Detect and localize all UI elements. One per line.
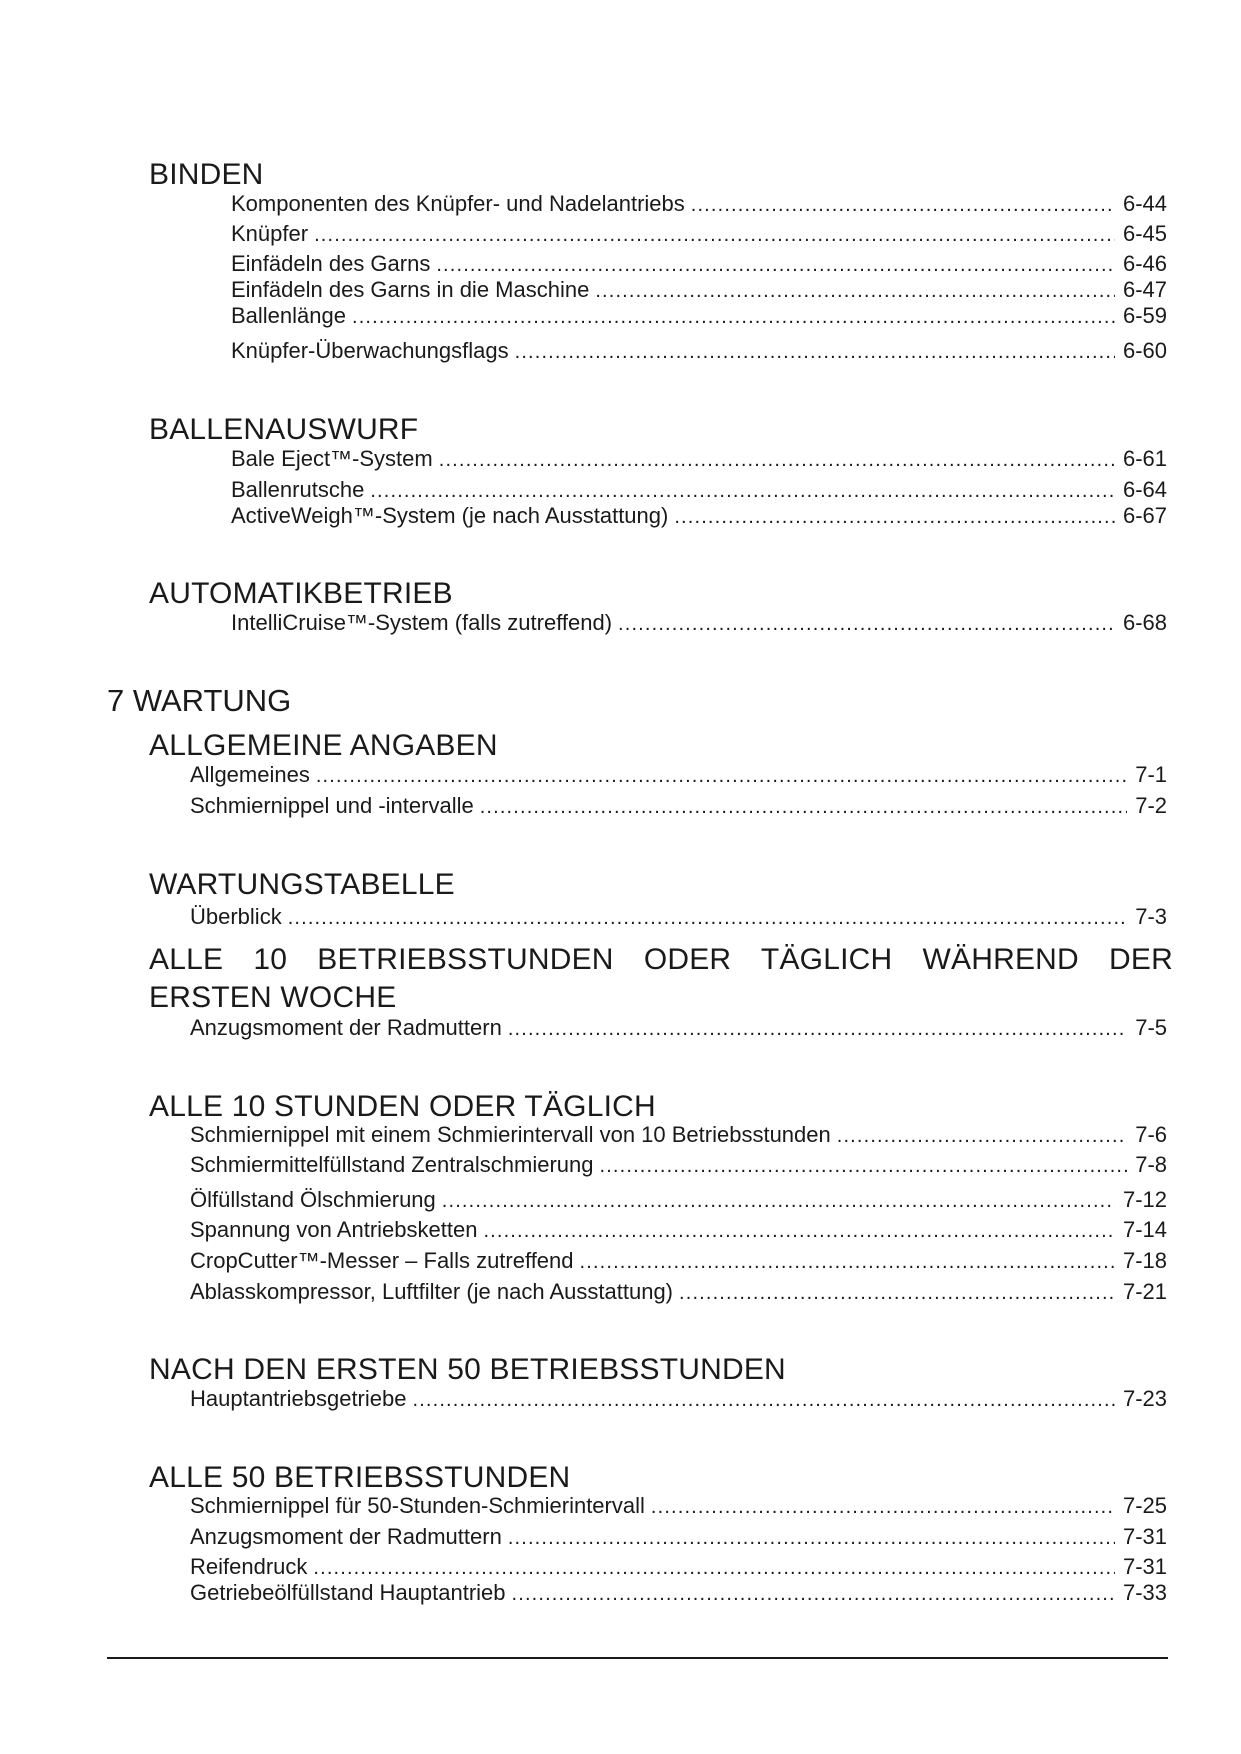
toc-entry[interactable]	[231, 446, 1167, 473]
toc-entry-label: ActiveWeigh™-System (je nach Ausstattung)	[231, 503, 669, 528]
section-title-nach-den-ersten-50: NACH DEN ERSTEN 50 BETRIEBSSTUNDEN	[149, 1353, 786, 1386]
section-title-allgemeine-angaben: ALLGEMEINE ANGABEN	[149, 729, 498, 762]
toc-entry[interactable]	[190, 793, 1167, 820]
dot-leader	[442, 1188, 1115, 1214]
toc-entry-label: Schmiernippel und -intervalle	[190, 793, 474, 818]
toc-entry-page: 7-31	[1122, 1524, 1167, 1549]
toc-entry-label: Reifendruck	[190, 1554, 308, 1579]
dot-leader	[436, 252, 1115, 278]
toc-entry[interactable]	[190, 1122, 1167, 1149]
dot-leader	[674, 504, 1115, 530]
toc-entry-label: IntelliCruise™-System (falls zutreffend)	[231, 610, 613, 635]
toc-entry[interactable]	[231, 221, 1167, 248]
toc-entry-label: Ballenrutsche	[231, 477, 365, 502]
dot-leader	[352, 304, 1115, 330]
toc-entry-label: Spannung von Antriebsketten	[190, 1217, 478, 1242]
toc-entry-label: Einfädeln des Garns in die Maschine	[231, 277, 590, 302]
section-title-ballenauswurf: BALLENAUSWURF	[149, 413, 419, 446]
toc-entry[interactable]	[190, 904, 1167, 931]
dot-leader	[483, 1218, 1115, 1244]
dot-leader	[314, 222, 1115, 248]
section-title-wartungstabelle: WARTUNGSTABELLE	[149, 868, 455, 901]
toc-entry[interactable]	[190, 1493, 1167, 1520]
section-title-alle-10-stunden: ALLE 10 STUNDEN ODER TÄGLICH	[149, 1090, 656, 1123]
toc-entry-page: 6-46	[1122, 251, 1167, 276]
toc-entry-label: Überblick	[190, 904, 282, 929]
footer-rule	[107, 1657, 1168, 1659]
toc-entry-label: Schmiernippel mit einem Schmierintervall von 10 Betriebsstunden	[190, 1122, 831, 1147]
toc-entry-label: Ballenlänge	[231, 303, 346, 328]
toc-entry-page: 6-59	[1122, 303, 1167, 328]
toc-entry[interactable]	[190, 1386, 1167, 1413]
dot-leader	[508, 1525, 1115, 1551]
dot-leader	[691, 192, 1115, 218]
toc-entry-page: 6-68	[1122, 610, 1167, 635]
chapter-title: 7 WARTUNG	[107, 683, 292, 718]
toc-entry-label: Anzugsmoment der Radmuttern	[190, 1015, 502, 1040]
section-title-alle-50: ALLE 50 BETRIEBSSTUNDEN	[149, 1461, 571, 1494]
dot-leader	[370, 478, 1115, 504]
toc-entry-label: Anzugsmoment der Radmuttern	[190, 1524, 502, 1549]
toc-entry[interactable]	[190, 762, 1167, 789]
toc-entry-label: Knüpfer	[231, 221, 309, 246]
toc-entry[interactable]	[190, 1015, 1167, 1042]
dot-leader	[316, 763, 1127, 789]
dot-leader	[508, 1016, 1127, 1042]
toc-entry-page: 7-31	[1122, 1554, 1167, 1579]
toc-entry-page: 7-8	[1135, 1152, 1167, 1177]
dot-leader	[600, 1153, 1128, 1179]
toc-entry-page: 6-44	[1122, 191, 1167, 216]
toc-entry-page: 7-21	[1122, 1279, 1167, 1304]
dot-leader	[515, 339, 1115, 365]
section-title-alle-10-betriebsstunden-erste-woche-line2: ERSTEN WOCHE	[149, 981, 397, 1014]
toc-entry-page: 6-47	[1122, 277, 1167, 302]
toc-entry[interactable]	[231, 477, 1167, 504]
toc-entry[interactable]	[231, 503, 1167, 530]
dot-leader	[288, 905, 1128, 931]
toc-entry[interactable]	[190, 1152, 1167, 1179]
toc-entry-page: 7-6	[1135, 1122, 1167, 1147]
toc-entry-label: Ablasskompressor, Luftfilter (je nach Ausstattung)	[190, 1279, 674, 1304]
toc-entry-page: 7-25	[1122, 1493, 1167, 1518]
toc-entry-page: 6-45	[1122, 221, 1167, 246]
toc-entry-label: Ölfüllstand Ölschmierung	[190, 1187, 436, 1212]
toc-entry-label: CropCutter™-Messer – Falls zutreffend	[190, 1248, 574, 1273]
toc-entry-label: Komponenten des Knüpfer- und Nadelantriebs	[231, 191, 685, 216]
toc-entry-label: Getriebeölfüllstand Hauptantrieb	[190, 1580, 506, 1605]
dot-leader	[618, 611, 1115, 637]
section-title-binden: BINDEN	[149, 158, 264, 191]
toc-entry[interactable]	[231, 303, 1167, 330]
dot-leader	[595, 278, 1115, 304]
toc-entry-page: 6-61	[1122, 446, 1167, 471]
toc-entry-label: Schmiermittelfüllstand Zentralschmierung	[190, 1152, 594, 1177]
dot-leader	[412, 1387, 1114, 1413]
toc-entry-page: 7-2	[1135, 793, 1167, 818]
toc-entry[interactable]	[231, 277, 1167, 304]
toc-entry-page: 7-5	[1135, 1015, 1167, 1040]
toc-entry-label: Hauptantriebsgetriebe	[190, 1386, 407, 1411]
toc-entry-page: 7-12	[1122, 1187, 1167, 1212]
toc-entry-label: Bale Eject™-System	[231, 446, 433, 471]
toc-entry[interactable]	[231, 610, 1167, 637]
dot-leader	[439, 447, 1115, 473]
toc-entry-page: 6-67	[1122, 503, 1167, 528]
toc-entry[interactable]	[190, 1580, 1167, 1607]
section-title-automatikbetrieb: AUTOMATIKBETRIEB	[149, 577, 453, 610]
toc-entry-page: 7-1	[1135, 762, 1167, 787]
toc-entry-page: 7-18	[1122, 1248, 1167, 1273]
dot-leader	[837, 1123, 1127, 1149]
dot-leader	[480, 794, 1128, 820]
dot-leader	[679, 1280, 1115, 1306]
toc-entry-label: Knüpfer-Überwachungsflags	[231, 338, 509, 363]
toc-entry-page: 7-3	[1135, 904, 1167, 929]
toc-entry-page: 7-14	[1122, 1217, 1167, 1242]
dot-leader	[313, 1555, 1115, 1581]
toc-entry-page: 6-64	[1122, 477, 1167, 502]
toc-entry[interactable]	[231, 338, 1167, 365]
toc-entry-page: 7-33	[1122, 1580, 1167, 1605]
toc-entry-label: Allgemeines	[190, 762, 310, 787]
dot-leader	[651, 1494, 1115, 1520]
toc-entry-label: Schmiernippel für 50-Stunden-Schmierintervall	[190, 1493, 645, 1518]
toc-entry[interactable]	[190, 1554, 1167, 1581]
toc-entry[interactable]	[231, 191, 1167, 218]
section-title-alle-10-betriebsstunden-erste-woche-line1: ALLE 10 BETRIEBSSTUNDEN ODER TÄGLICH WÄHREND DER	[149, 943, 1173, 976]
toc-entry[interactable]	[190, 1524, 1167, 1551]
dot-leader	[580, 1249, 1115, 1275]
toc-entry[interactable]	[190, 1187, 1167, 1214]
toc-entry-label: Einfädeln des Garns	[231, 251, 431, 276]
toc-entry[interactable]	[190, 1217, 1167, 1244]
toc-entry[interactable]	[190, 1248, 1167, 1275]
dot-leader	[512, 1581, 1115, 1607]
toc-entry-page: 7-23	[1122, 1386, 1167, 1411]
toc-entry[interactable]	[190, 1279, 1167, 1306]
toc-entry[interactable]	[231, 251, 1167, 278]
toc-entry-page: 6-60	[1122, 338, 1167, 363]
